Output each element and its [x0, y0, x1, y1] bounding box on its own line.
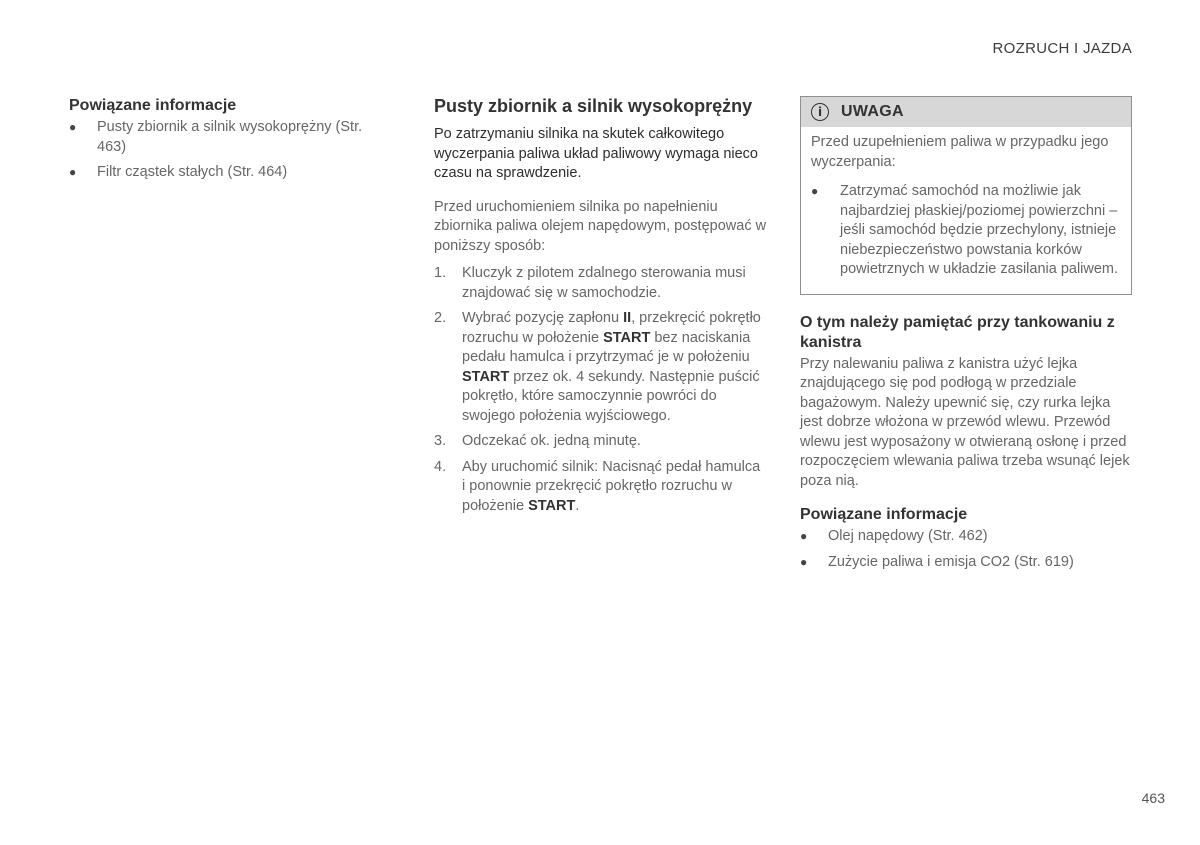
- info-circle-icon: i: [811, 103, 829, 121]
- steps-list: [434, 264, 767, 516]
- step-item: 4. Aby uruchomić silnik: Nacisnąć pedał hamulca i ponownie przekręcić pokrętło rozruchu w położenie START.: [434, 458, 761, 514]
- step-item: 2. Wybrać pozycję zapłonu II, przekręcić pokrętło rozruchu w położenie START bez naciskania pedału hamulca i przytrzymać je w położeniu START przez ok. 4 sekundy. Następnie puścić pokrętło, które samoczynnie powróci do swojego położenia wyjściowego.: [434, 310, 761, 424]
- related-info-heading: Powiązane informacje: [800, 506, 968, 523]
- intro-paragraph: Po zatrzymaniu silnika na skutek całkowitego wyczerpania paliwa układ paliwowy wymaga nieco czasu na sprawdzenie.: [434, 126, 758, 181]
- warning-header: [801, 97, 1131, 127]
- warning-text: Przed uzupełnieniem paliwa w przypadku jego wyczerpania:: [811, 134, 1109, 170]
- bullet-icon: ●: [800, 554, 808, 569]
- related-info-heading: Powiązane informacje: [69, 97, 237, 114]
- section-header: ROZRUCH I JAZDA: [992, 40, 1132, 57]
- warning-title: UWAGA: [841, 103, 904, 120]
- canister-paragraph: Przy nalewaniu paliwa z kanistra użyć lejka znajdującego się pod podłogą w przedziale bagażowym. Należy upewnić się, czy rurka lejka jest dobrze włożona w przewód wlewu. Przewód wlewu jest wyposażony w otwieraną osłonę i przed rozpoczęciem wlewania paliwa trzeba wsunąć lejek poza nią.: [800, 355, 1130, 489]
- bullet-icon: ●: [811, 184, 819, 198]
- step-item: 3. Odczekać ok. jedną minutę.: [434, 433, 641, 449]
- canister-heading: O tym należy pamiętać przy tankowaniu z kanistra: [800, 313, 1115, 351]
- bullet-icon: ●: [69, 120, 77, 134]
- list-item[interactable]: ● Filtr cząstek stałych (Str. 464): [69, 163, 369, 183]
- right-column: [800, 96, 1132, 578]
- related-info-list: [69, 118, 369, 183]
- related-info-list: [800, 527, 1132, 572]
- middle-column: [434, 96, 767, 522]
- bullet-icon: ●: [69, 165, 77, 179]
- list-item[interactable]: ● Pusty zbiornik a silnik wysokoprężny (Str. 463): [69, 119, 363, 155]
- list-item[interactable]: ● Zużycie paliwa i emisja CO2 (Str. 619): [800, 553, 1132, 573]
- bullet-icon: ●: [800, 529, 808, 543]
- list-item[interactable]: ● Olej napędowy (Str. 462): [800, 527, 1132, 547]
- warning-box: [800, 96, 1132, 295]
- step-item: 1. Kluczyk z pilotem zdalnego sterowania musi znajdować się w samochodzie.: [434, 265, 746, 301]
- warning-body: [801, 127, 1131, 294]
- warning-list: [811, 182, 1121, 280]
- section-title: Pusty zbiornik a silnik wysokoprężny: [434, 96, 753, 116]
- list-item: ● Zatrzymać samochód na możliwie jak najbardziej płaskiej/poziomej powierzchni – jeśli samochód będzie przechylony, istnieje niebezpieczeństwo powstania korków powietrznych w układzie zasilania paliwem.: [811, 183, 1119, 277]
- left-column: [69, 96, 369, 189]
- body-paragraph: Przed uruchomieniem silnika po napełnieniu zbiornika paliwa olejem napędowym, postępować w poniższy sposób:: [434, 198, 767, 254]
- page-number: 463: [1141, 790, 1165, 806]
